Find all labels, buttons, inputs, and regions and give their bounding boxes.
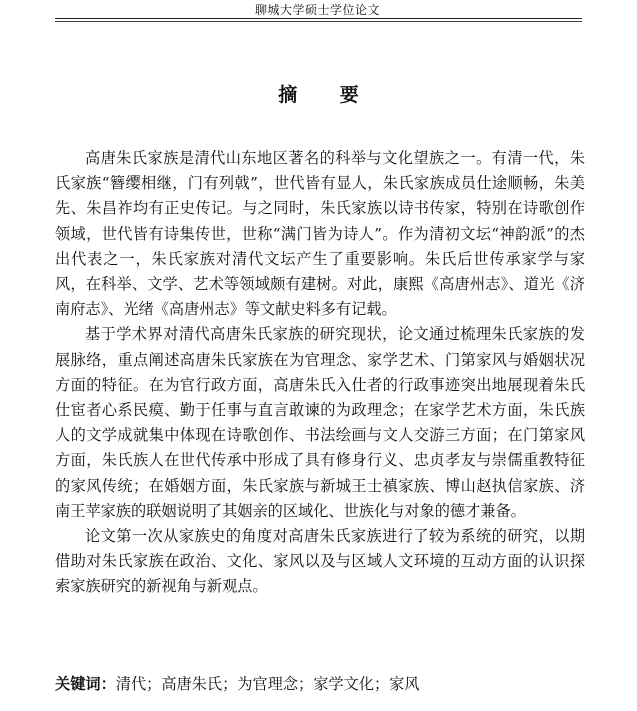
abstract-paragraph: 基于学术界对清代高唐朱氏家族的研究现状，论文通过梳理朱氏家族的发展脉络，重点阐述高唐朱氏家族在为官理念、家学艺术、门第家风与婚姻状况方面的特征。在为官行政方面，高唐朱氏入仕者的行政事迹突出地展现着朱氏仕宦者心系民瘼、勤于任事与直言敢谏的为政理念；在家学艺术方面，朱氏族人的文学成就集中体现在诗歌创作、书法绘画与文人交游三方面；在门第家风方面，朱氏族人在世代传承中形成了具有修身行义、忠贞孝友与崇儒重教特征的家风传统；在婚姻方面，朱氏家族与新城王士禛家族、博山赵执信家族、济南王苹家族的联姻说明了其姻亲的区域化、世族化与对象的德才兼备。 — [55, 325, 585, 520]
header-rule-secondary — [55, 21, 582, 22]
abstract-paragraph: 论文第一次从家族史的角度对高唐朱氏家族进行了较为系统的研究，以期借助对朱氏家族在政治、文化、家风以及与区域人文环境的互动方面的认识探索家族研究的新视角与新观点。 — [55, 527, 585, 596]
keywords-text: 清代；高唐朱氏；为官理念；家学文化；家风 — [115, 675, 420, 693]
abstract-title: 摘 要 — [278, 84, 377, 106]
header-rule — [55, 18, 582, 19]
keywords-separator: ： — [100, 675, 116, 693]
abstract-body — [55, 146, 585, 600]
keywords-label: 关键词 — [55, 675, 101, 693]
keywords-line — [55, 672, 595, 697]
running-header: 聊城大学硕士学位论文 — [254, 3, 380, 17]
abstract-paragraph: 高唐朱氏家族是清代山东地区著名的科举与文化望族之一。有清一代，朱氏家族“簪缨相继，门有列戟”，世代皆有显人，朱氏家族成员仕途顺畅，朱美先、朱昌祚均有正史传记。与之同时，朱氏家族以诗书传家，特别在诗歌创作领域，世代皆有诗集传世，世称“满门皆为诗人”。作为清初文坛“神韵派”的杰出代表之一，朱氏家族对清代文坛产生了重要影响。朱氏后世传承家学与家风，在科举、文学、艺术等领域颇有建树。对此，康熙《高唐州志》、道光《济南府志》、光绪《高唐州志》等文献史料多有记载。 — [55, 149, 585, 319]
